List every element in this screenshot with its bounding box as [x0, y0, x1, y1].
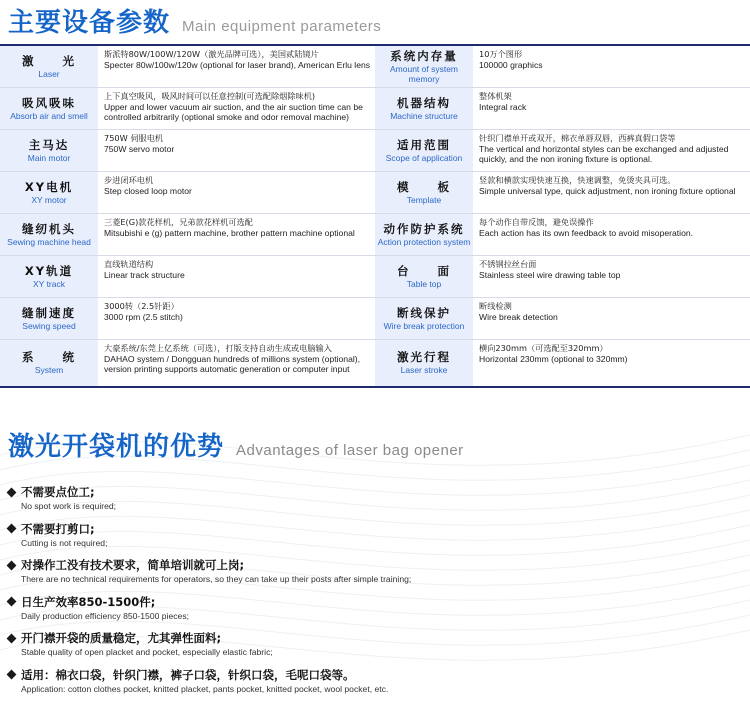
param-value-en: 3000 rpm (2.5 stitch): [104, 311, 183, 322]
param-value: [98, 214, 375, 255]
table-row: [0, 46, 750, 88]
list-item: [6, 594, 746, 631]
param-label-en: Sewing machine head: [7, 236, 91, 247]
param-value-en: Mitsubishi e (g) pattern machine, brother pattern machine optional: [104, 227, 355, 238]
advantage-title: 开门襟开袋的质量稳定，尤其弹性面料;: [21, 631, 222, 646]
param-value-zh: 针织门襟单开或双开，棉衣单唇双唇，西裤真假口袋等: [479, 133, 676, 143]
diamond-bullet-icon: [7, 670, 17, 680]
param-label-en: Laser stroke: [400, 365, 448, 375]
param-value-en: Integral rack: [479, 101, 527, 112]
param-label-en: Sewing speed: [22, 320, 76, 331]
param-value-en: Specter 80w/100w/120w (optional for laser brand), American Erlu lens: [104, 59, 371, 70]
param-label-en: System: [34, 365, 64, 375]
table-row: [0, 298, 750, 340]
param-value: [98, 256, 375, 297]
param-value: [473, 214, 750, 255]
param-value-en: Stainless steel wire drawing table top: [479, 269, 621, 280]
table-row: [0, 130, 750, 172]
param-label-en: XY track: [33, 278, 65, 289]
param-label-en: Main motor: [27, 152, 71, 163]
param-value-zh: 断线检测: [479, 301, 512, 311]
advantage-title: 对操作工没有技术要求，简单培训就可上岗;: [21, 558, 245, 573]
param-value: [98, 46, 375, 87]
param-label-zh: 机器结构: [397, 95, 451, 110]
param-value: [473, 298, 750, 339]
param-label-en: Table top: [406, 278, 442, 289]
param-label: [375, 214, 473, 255]
param-value-en: Linear track structure: [104, 269, 185, 280]
param-label-zh: XY轨道: [24, 263, 74, 278]
param-value-zh: 横向230mm（可选配至320mm）: [479, 343, 608, 353]
param-label: [375, 340, 473, 386]
param-value-zh: 直线轨道结构: [104, 259, 154, 269]
param-label: [0, 88, 98, 129]
param-label-en: Machine structure: [390, 110, 458, 121]
param-label-en: Template: [406, 194, 442, 205]
param-value-en: 750W servo motor: [104, 143, 175, 154]
table-row: [0, 214, 750, 256]
param-label: [0, 46, 98, 87]
param-label-zh: 主马达: [28, 137, 70, 152]
diamond-bullet-icon: [7, 597, 17, 607]
param-label-en: XY motor: [31, 194, 67, 205]
param-value-en: The vertical and horizontal styles can be exchanged and adjusted quickly, and the non ironing fixture is optional.: [479, 143, 729, 164]
param-value: [98, 340, 375, 386]
diamond-bullet-icon: [7, 633, 17, 643]
param-value-zh: 3000转（2.5针距）: [104, 301, 179, 311]
param-label-en: Wire break protection: [383, 320, 465, 331]
param-label: [0, 130, 98, 171]
section-title-en: Main equipment parameters: [182, 18, 382, 35]
advantages-list: [6, 484, 746, 704]
param-label: [0, 298, 98, 339]
param-label: [375, 172, 473, 213]
param-label-zh: 适用范围: [397, 137, 451, 152]
list-item: [6, 667, 746, 704]
param-label-zh: 模 板: [397, 179, 451, 194]
param-label-en: Scope of application: [385, 152, 463, 163]
param-label: [375, 256, 473, 297]
param-label-zh: 激光行程: [397, 350, 451, 364]
param-value: [98, 172, 375, 213]
param-value-en: Simple universal type, quick adjustment, non ironing fixture optional: [479, 185, 736, 196]
param-label-zh: 缝纫机头: [22, 221, 76, 236]
param-label: [375, 88, 473, 129]
section-heading-advantages: [8, 426, 464, 463]
param-label-zh: 吸风吸味: [22, 95, 76, 110]
param-label-zh: 断线保护: [397, 305, 451, 320]
advantage-title: 不需要打剪口;: [21, 521, 95, 536]
param-value-en: Step closed loop motor: [104, 185, 192, 196]
param-value-en: Each action has its own feedback to avoid misoperation.: [479, 227, 694, 238]
param-label: [0, 340, 98, 386]
param-label-zh: 动作防护系统: [383, 221, 465, 236]
list-item: [6, 484, 746, 521]
section-title-zh: 主要设备参数: [8, 8, 171, 38]
param-value-zh: 三菱E(G)款花样机，兄弟款花样机可选配: [104, 217, 253, 227]
param-label-en: Action protection system: [377, 236, 471, 247]
advantage-description: There are no technical requirements for operators, so they can take up their posts after simple training;: [21, 574, 412, 585]
param-value-zh: 每个动作自带反馈，避免误操作: [479, 217, 594, 227]
param-value: [98, 298, 375, 339]
param-value-zh: 不锈钢拉丝台面: [479, 259, 537, 269]
param-value-zh: 大豪系统/东莞上亿系统（可选），打版支持自动生成或电脑输入: [104, 343, 332, 353]
advantage-description: Cutting is not required;: [21, 537, 108, 548]
diamond-bullet-icon: [7, 560, 17, 570]
param-value: [473, 88, 750, 129]
param-label-en: Amount of system memory: [389, 63, 459, 84]
param-label: [0, 172, 98, 213]
param-label-zh: 缝制速度: [22, 305, 76, 320]
param-label-zh: 台 面: [397, 263, 451, 278]
param-label: [375, 298, 473, 339]
diamond-bullet-icon: [7, 524, 17, 534]
param-value: [98, 130, 375, 171]
param-label: [0, 256, 98, 297]
param-label: [0, 214, 98, 255]
advantage-description: Stable quality of open placket and pocket, especially elastic fabric;: [21, 647, 273, 658]
list-item: [6, 630, 746, 667]
param-value-zh: 上下真空吸风，吸风时间可以任意控制(可选配除烟除味机): [104, 91, 316, 101]
section-title-en: Advantages of laser bag opener: [236, 442, 464, 459]
param-value-zh: 整体机架: [479, 91, 512, 101]
table-row: [0, 88, 750, 130]
advantage-title: 日生产效率850-1500件;: [21, 594, 156, 609]
param-value: [473, 340, 750, 386]
param-value-en: Horizontal 230mm (optional to 320mm): [479, 353, 628, 364]
advantage-description: No spot work is required;: [21, 501, 117, 511]
param-label: [375, 130, 473, 171]
param-value: [473, 46, 750, 87]
param-label-zh: 激 光: [22, 53, 76, 68]
param-value: [473, 256, 750, 297]
param-value-zh: 10万个图形: [479, 49, 523, 59]
param-label: [375, 46, 473, 87]
param-value-en: DAHAO system / Dongguan hundreds of millions system (optional), version printing supports automatic generation or computer input: [104, 353, 361, 374]
advantage-description: Application: cotton clothes pocket, knitted placket, pants pocket, knitted pocket, wool pocket, etc.: [21, 683, 389, 694]
param-label-zh: XY电机: [24, 179, 74, 194]
section-title-zh: 激光开袋机的优势: [8, 432, 225, 462]
advantage-description: Daily production efficiency 850-1500 pieces;: [21, 610, 189, 621]
param-label-en: Laser: [38, 68, 60, 79]
param-value-zh: 斯派特80W/100W/120W（激光品牌可选），美国贰陆镜片: [104, 49, 319, 59]
parameters-table: [0, 44, 750, 388]
diamond-bullet-icon: [7, 487, 17, 497]
advantage-title: 适用：棉衣口袋，针织门襟，裤子口袋，针织口袋，毛呢口袋等。: [21, 667, 355, 682]
param-value: [98, 88, 375, 129]
param-value-en: 100000 graphics: [479, 59, 543, 70]
advantage-title: 不需要点位工;: [21, 485, 95, 499]
param-label-zh: 系统内存量: [390, 48, 458, 63]
param-label-zh: 系 统: [22, 350, 76, 364]
param-value: [473, 172, 750, 213]
list-item: [6, 557, 746, 594]
param-value-zh: 步进闭环电机: [104, 175, 154, 185]
table-row: [0, 256, 750, 298]
param-value: [473, 130, 750, 171]
list-item: [6, 521, 746, 558]
param-value-en: Wire break detection: [479, 311, 558, 322]
param-label-en: Absorb air and smell: [10, 110, 88, 121]
param-value-en: Upper and lower vacuum air suction, and the air suction time can be controlled arbitrarily (optional smoke and odor removal machine): [104, 101, 363, 122]
section-heading-parameters: [8, 2, 381, 39]
table-row: [0, 172, 750, 214]
param-value-zh: 竖款和横款实现快速互换，快速调整，免烫夹具可选。: [479, 175, 676, 185]
table-row: [0, 340, 750, 386]
param-value-zh: 750W 伺服电机: [104, 133, 164, 143]
